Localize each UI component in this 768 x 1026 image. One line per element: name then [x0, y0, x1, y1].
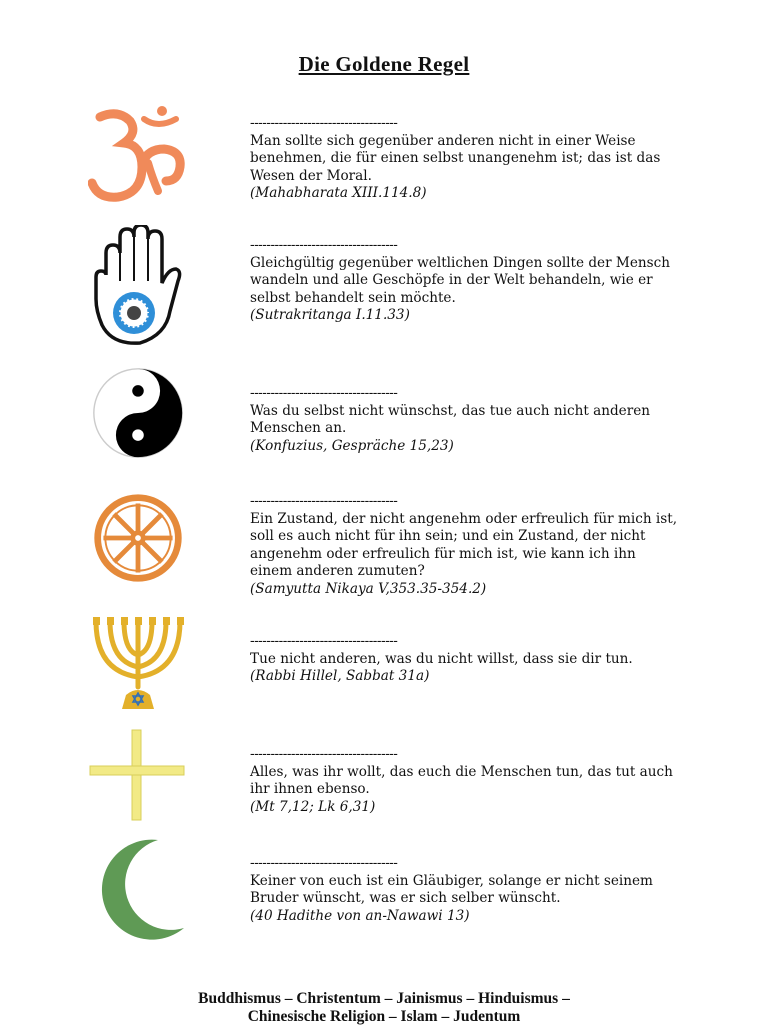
- entry-text-block: [250, 237, 680, 325]
- quote: Alles, was ihr wollt, das euch die Menschen tun, das tut auch ihr ihnen ebenso.: [250, 763, 673, 797]
- separator: ------------------------------------: [250, 237, 398, 253]
- quote: Man sollte sich gegenüber anderen nicht in einer Weise benehmen, die für einen selbst unangenehm ist; das ist das Wesen der Moral.: [250, 132, 661, 184]
- crescent-icon: [88, 836, 188, 940]
- entry-text-block: [250, 385, 680, 455]
- dharma-wheel-icon: [88, 490, 188, 586]
- quote-source: (Sutrakritanga I.11.33): [250, 307, 410, 323]
- cross-icon: [88, 728, 188, 822]
- entry-text-block: [250, 746, 680, 816]
- menorah-icon: [88, 615, 188, 715]
- separator: ------------------------------------: [250, 855, 398, 871]
- quote-source: (40 Hadithe von an-Nawawi 13): [250, 907, 470, 924]
- separator: ------------------------------------: [250, 385, 398, 401]
- quote-source: (Samyutta Nikaya V,353.35-354.2): [250, 580, 487, 597]
- religions-footer: [0, 990, 768, 1026]
- quote-source: (Rabbi Hillel, Sabbat 31a): [250, 668, 430, 684]
- entry-text-block: [250, 493, 680, 598]
- separator: ------------------------------------: [250, 746, 398, 762]
- quote-source: (Mahabharata XIII.114.8): [250, 185, 427, 201]
- quote: Keiner von euch ist ein Gläubiger, solange er nicht seinem Bruder wünscht, was er sich selber wünscht.: [250, 872, 653, 906]
- quote: Ein Zustand, der nicht angenehm oder erfreulich für mich ist, soll es auch nicht für ihn sein; und ein Zustand, der nicht angenehm oder erfreulich für mich ist, wie kann ich ihn einem anderen zumuten?: [250, 510, 678, 579]
- yin-yang-icon: [88, 365, 188, 461]
- separator: ------------------------------------: [250, 633, 398, 649]
- entry-text-block: [250, 633, 680, 686]
- quote-source: (Mt 7,12; Lk 6,31): [250, 798, 376, 815]
- entry-text-block: [250, 855, 680, 925]
- separator: ------------------------------------: [250, 493, 398, 509]
- quote: Tue nicht anderen, was du nicht willst, dass sie dir tun.: [250, 650, 633, 667]
- entry-text-block: [250, 115, 680, 203]
- footer-line: Buddhismus – Christentum – Jainismus – Hinduismus –: [198, 990, 570, 1007]
- separator: ------------------------------------: [250, 115, 398, 131]
- quote: Gleichgültig gegenüber weltlichen Dingen sollte der Mensch wandeln und alle Geschöpfe in der Welt behandeln, wie er selbst behandelt sein möchte.: [250, 254, 670, 306]
- footer-line: Chinesische Religion – Islam – Judentum: [247, 1008, 521, 1025]
- quote: Was du selbst nicht wünschst, das tue auch nicht anderen Menschen an.: [250, 402, 651, 436]
- jain-hand-icon: [88, 225, 188, 347]
- quote-source: (Konfuzius, Gespräche 15,23): [250, 437, 454, 454]
- om-icon: [88, 105, 188, 205]
- page-title: Die Goldene Regel: [298, 52, 470, 76]
